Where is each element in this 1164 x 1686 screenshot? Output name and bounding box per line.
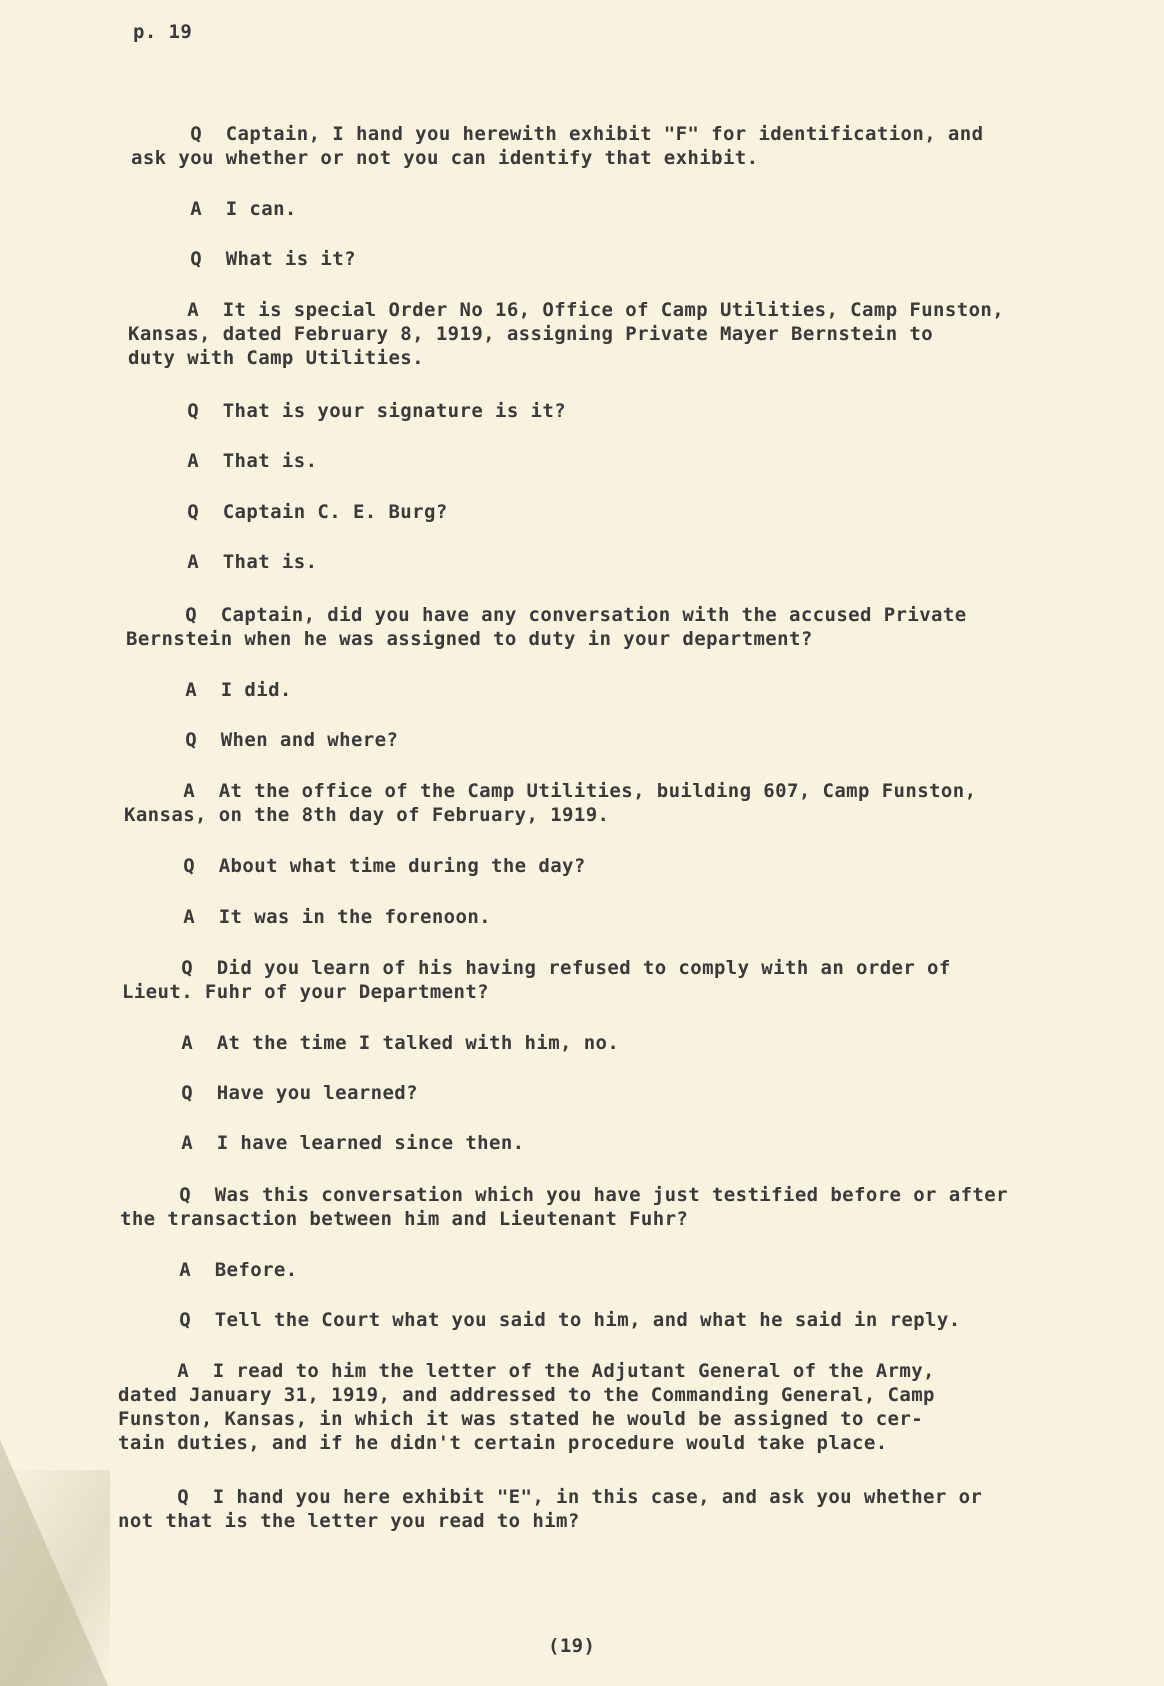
- testimony-paragraph: Q That is your signature is it?: [128, 400, 567, 422]
- testimony-paragraph: Q Was this conversation which you have just testified before or after the transaction between him and Lieutenant Fuhr?: [120, 1184, 1008, 1230]
- page-label: p. 19: [133, 21, 193, 43]
- testimony-paragraph: A It was in the forenoon.: [124, 906, 492, 928]
- testimony-paragraph: Q Captain, I hand you herewith exhibit "F" for identification, and ask you whether or not you can identify that exhibit.: [131, 123, 984, 169]
- testimony-paragraph: Q When and where?: [126, 729, 399, 751]
- testimony-paragraph: Q Captain, did you have any conversation with the accused Private Bernstein when he was assigned to duty in your department?: [126, 604, 967, 650]
- testimony-paragraph: A That is.: [128, 551, 318, 573]
- testimony-paragraph: A I have learned since then.: [122, 1132, 525, 1154]
- testimony-paragraph: Q I hand you here exhibit "E", in this case, and ask you whether or not that is the letter you read to him?: [118, 1486, 983, 1532]
- testimony-paragraph: A That is.: [128, 450, 318, 472]
- page-number: (19): [548, 1635, 596, 1657]
- testimony-paragraph: Q Captain C. E. Burg?: [128, 501, 448, 523]
- testimony-paragraph: Q Tell the Court what you said to him, and what he said in reply.: [120, 1309, 961, 1331]
- testimony-paragraph: Q Have you learned?: [122, 1082, 418, 1104]
- testimony-paragraph: A Before.: [120, 1259, 298, 1281]
- testimony-paragraph: Q About what time during the day?: [124, 855, 586, 877]
- testimony-paragraph: A I did.: [126, 679, 292, 701]
- testimony-paragraph: A At the time I talked with him, no.: [122, 1032, 620, 1054]
- testimony-paragraph: A It is special Order No 16, Office of Camp Utilities, Camp Funston, Kansas, dated February 8, 1919, assigning Private Mayer Bernstein to duty with Camp Utilities.: [128, 299, 1005, 369]
- folded-corner-shadow: [0, 1470, 110, 1686]
- testimony-paragraph: Q Did you learn of his having refused to comply with an order of Lieut. Fuhr of your Department?: [122, 957, 951, 1003]
- testimony-paragraph: A I read to him the letter of the Adjutant General of the Army, dated January 31, 1919, and addressed to the Commanding General, Camp Funston, Kansas, in which it was stated he would be assigned to cer- tain duties, and if he didn't certain procedure would take place.: [118, 1360, 935, 1454]
- testimony-paragraph: A At the office of the Camp Utilities, building 607, Camp Funston, Kansas, on the 8th day of February, 1919.: [124, 780, 977, 826]
- testimony-paragraph: A I can.: [131, 198, 297, 220]
- testimony-paragraph: Q What is it?: [131, 248, 356, 270]
